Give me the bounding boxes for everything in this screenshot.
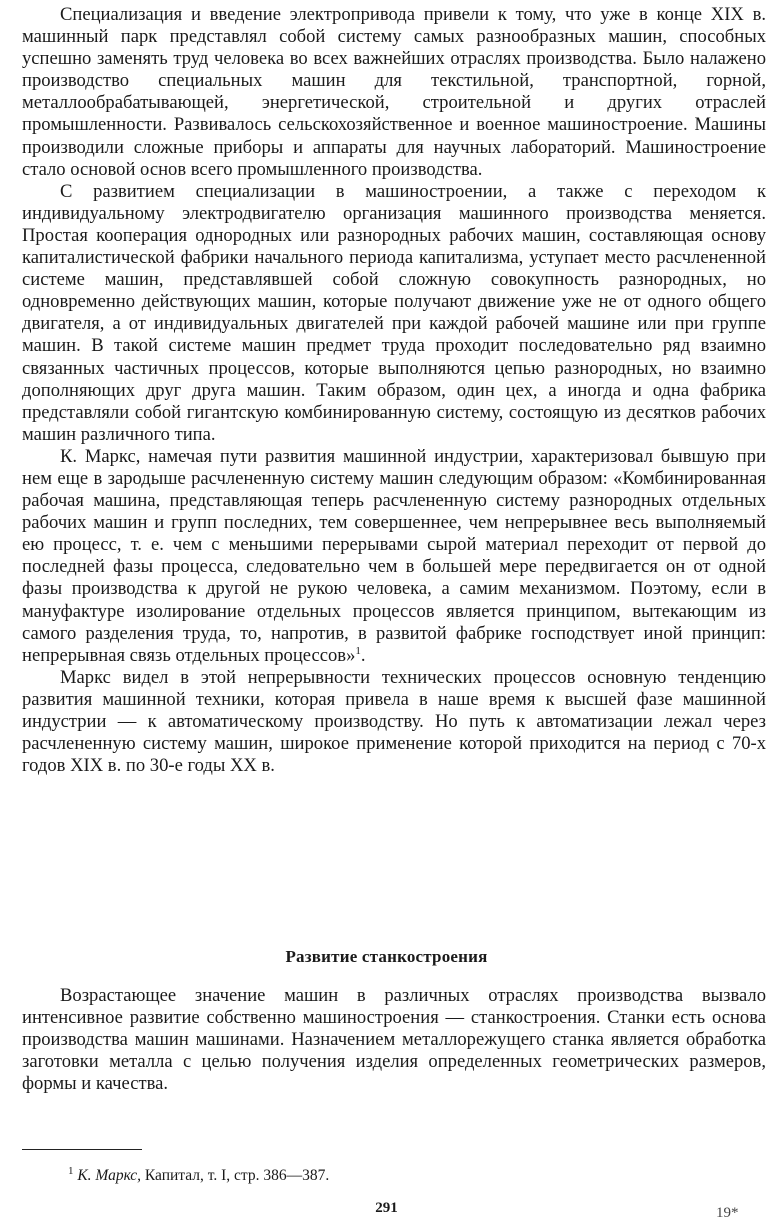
footnote-marker: 1	[68, 1164, 74, 1177]
footnote-reference[interactable]: 1	[355, 644, 361, 657]
page-number: 291	[375, 1200, 398, 1216]
section-paragraph-1: Возрастающее значение машин в различных отраслях производства вызвало интенсивное развитие собственно машиностроения — станкостроения. Станки есть основа производства машин машинами. Назначением металлорежущего станка является обработка заготовки металла с целью получения изделия определенных геометрических размеров, формы и качества.	[22, 985, 766, 1095]
main-text	[22, 4, 766, 777]
paragraph-4: Маркс видел в этой непрерывности технических процессов основную тенденцию развития машинной техники, которая привела в наше время к высшей фазе машинной индустрии — к автоматическому производству. Но путь к автоматизации лежал через расчлененную систему машин, широкое применение которой приходится на период с 70-х годов XIX в. по 30-е годы XX в.	[22, 666, 766, 777]
paragraph-3-text: К. Маркс, намечая пути развития машинной индустрии, характеризовал бывшую при нем еще в зародыше расчлененную систему машин следующим образом: «Комбинированная рабочая машина, представляющая теперь расчлененную систему разнородных отдельных рабочих машин и групп последних, тем совершеннее, чем непрерывнее весь выполняемый ею процесс, т. е. чем с меньшими перерывами сырой материал переходит от первой до последней фазы процесса, следовательно чем в большей мере передвигается он от одной фазы производства к другой не рукою человека, а самим механизмом. Поэтому, если в мануфактуре изолирование отдельных процессов является принципом, вытекающим из самого разделения труда, то, напротив, в развитой фабрике господствует иной принцип: непрерывная связь отдельных процессов»	[22, 445, 766, 666]
paragraph-2: С развитием специализации в машиностроении, а также с переходом к индивидуальному электродвигателю организация машинного производства меняется. Простая кооперация однородных или разнородных рабочих машин, составляющая основу капиталистической фабрики начального периода капитализма, уступает место расчлененной системе машин, представлявшей собой сложную совокупность разнородных, но одновременно действующих машин, которые получают движение уже не от одного общего двигателя, а от индивидуальных двигателей при каждой рабочей машине или при группе машин. В такой системе машин предмет труда проходит последовательно ряд взаимно связанных частичных процессов, которые выполняются цепью разнородных, но взаимно дополняющих друг друга машин. Таким образом, один цех, а иногда и одна фабрика представляли собой гигантскую комбинированную систему, состоящую из десятков рабочих машин различного типа.	[22, 180, 766, 445]
footnote-divider	[22, 1149, 142, 1150]
paragraph-3: К. Маркс, намечая пути развития машинной индустрии, характеризовал бывшую при нем еще в зародыше расчлененную систему машин следующим образом: «Комбинированная рабочая машина, представляющая теперь расчлененную систему разнородных отдельных рабочих машин и групп последних, тем совершеннее, чем непрерывнее весь выполняемый ею процесс, т. е. чем с меньшими перерывами сырой материал переходит от первой до последней фазы процесса, следовательно чем в большей мере передвигается он от одной фазы производства к другой не рукою человека, а самим механизмом. Поэтому, если в мануфактуре изолирование отдельных процессов является принципом, вытекающим из самого разделения труда, то, напротив, в развитой фабрике господствует иной принцип: непрерывная связь отдельных процессов»$^1$.	[22, 445, 766, 666]
paragraph-1: Специализация и введение электропривода привели к тому, что уже в конце XIX в. машинный парк представлял собой систему самых разнообразных машин, способных успешно заменять труд человека во всех важнейших отраслях производства. Было налажено производство специальных машин для текстильной, транспортной, горной, металлообрабатывающей, энергетической, строительной и других отраслей промышленности. Развивалось сельскохозяйственное и военное машиностроение. Машины производили сложные приборы и аппараты для научных лабораторий. Машиностроение стало основой основ всего промышленного производства.	[22, 4, 766, 180]
footnote	[68, 1166, 329, 1186]
footnote-text: Капитал, т. I, стр. 386—387.	[144, 1167, 330, 1184]
signature-mark: 19*	[716, 1205, 739, 1221]
section-text	[22, 985, 766, 1095]
section-heading: Развитие станкостроения	[285, 947, 488, 966]
footnote-author: К. Маркс,	[77, 1167, 142, 1184]
